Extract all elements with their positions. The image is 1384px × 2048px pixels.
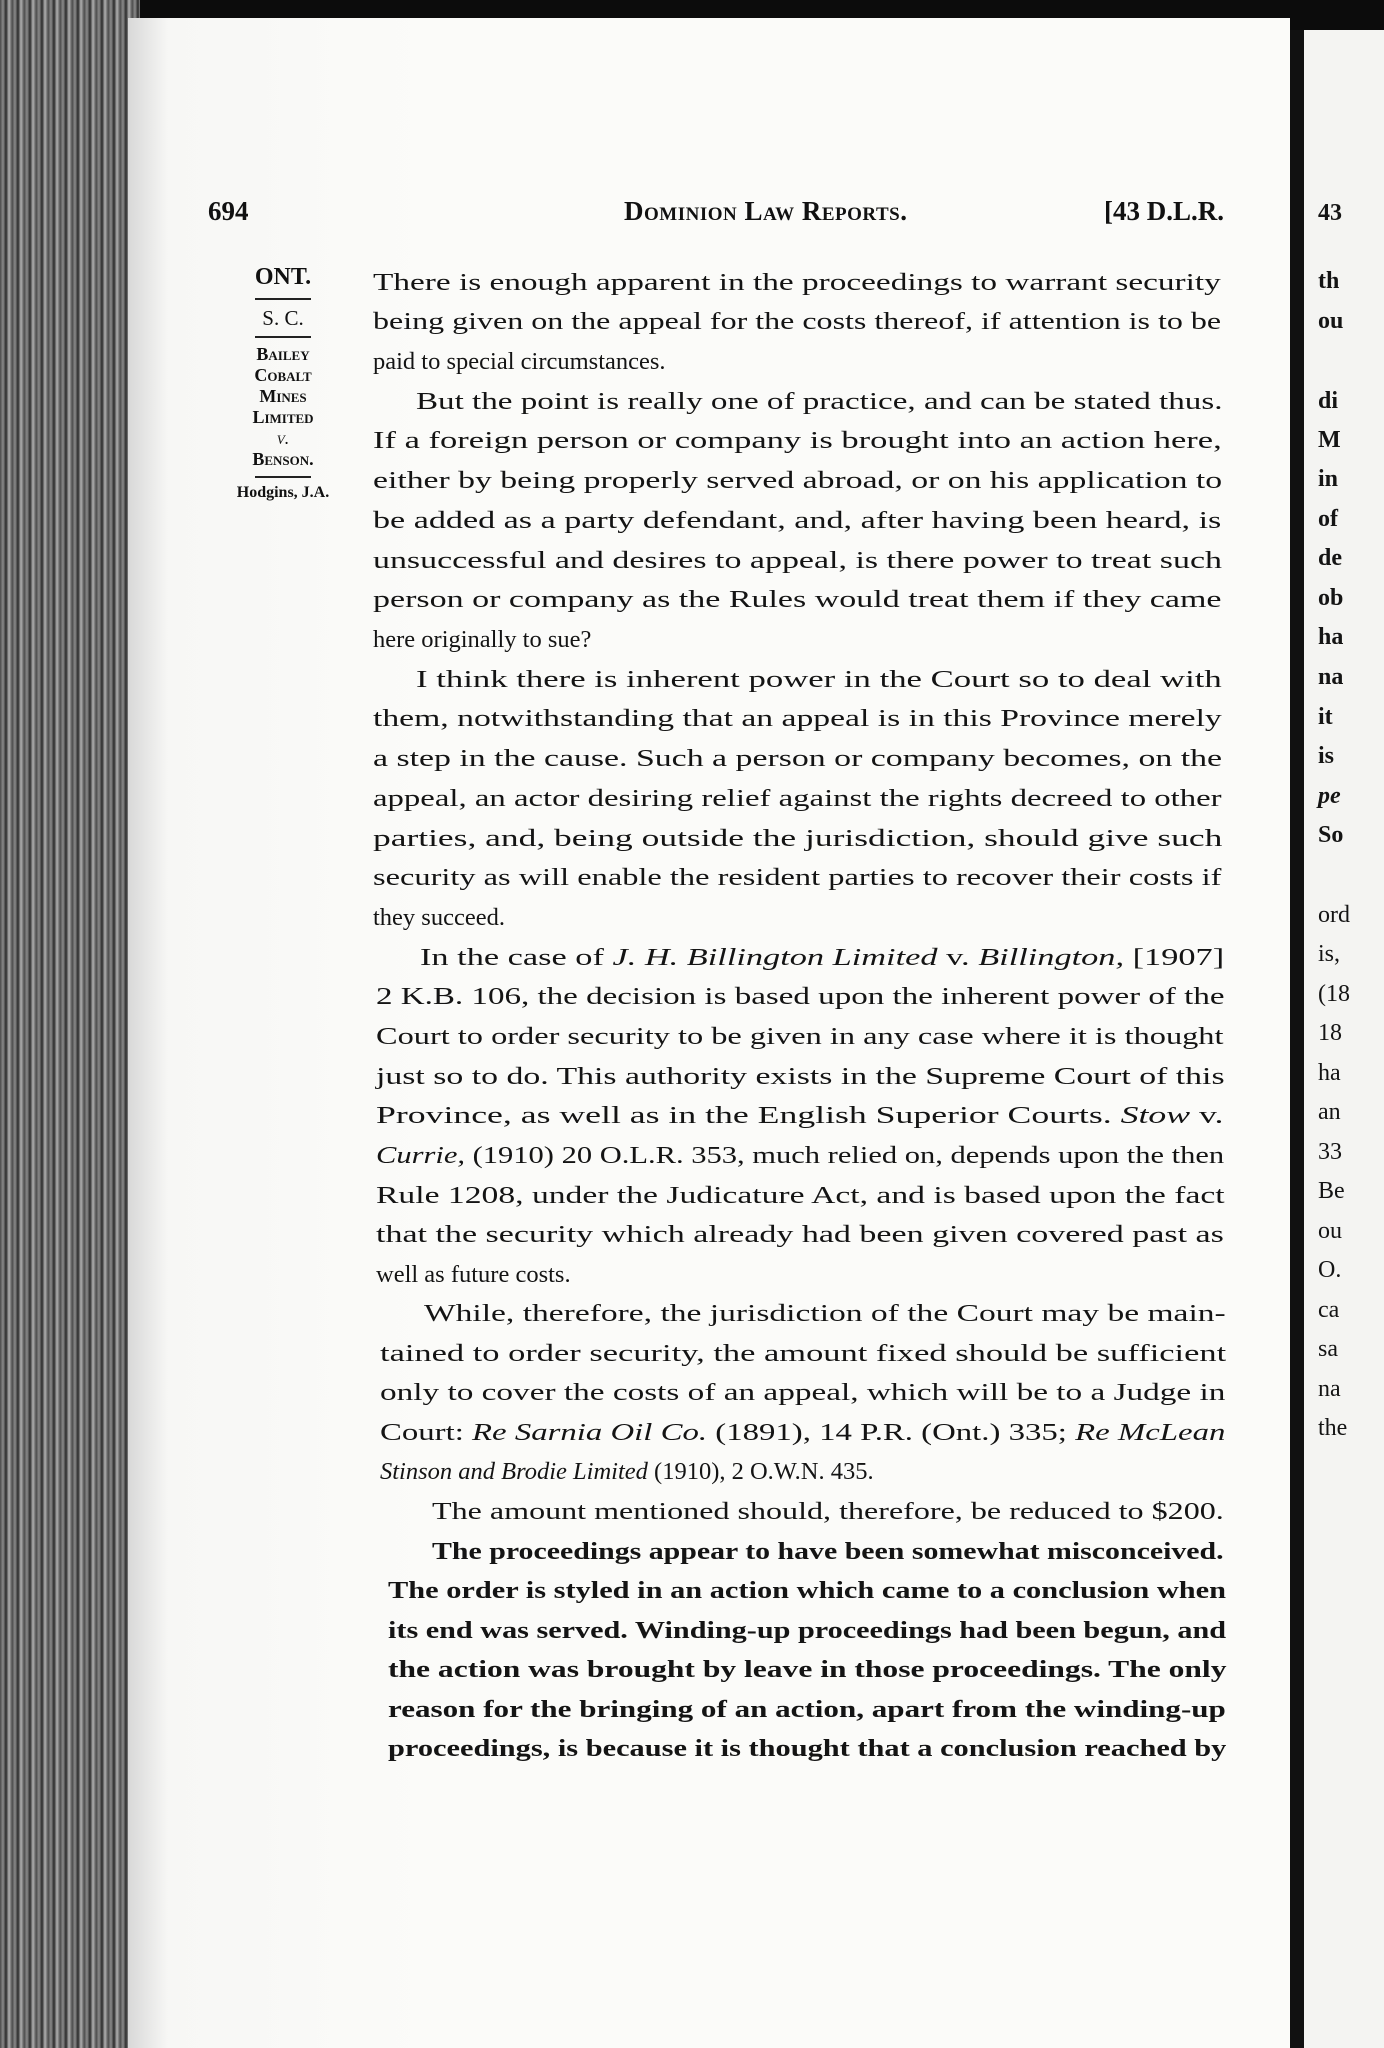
text-line: well as future costs. — [376, 1261, 571, 1288]
text-line — [380, 1418, 1225, 1448]
text-run: v. — [1190, 1102, 1224, 1129]
case-citation: J. H. Billington Limited — [612, 944, 938, 971]
margin-court-province: ONT. — [254, 264, 312, 290]
text-line: they succeed. — [373, 904, 505, 931]
facing-text: So — [1318, 822, 1344, 848]
text-run: (1910) 20 O.L.R. 353, much relied on, depends upon the then — [464, 1142, 1225, 1169]
margin-case-versus: v. — [276, 427, 290, 448]
text-line: be added as a party defendant, and, after having been heard, is — [373, 507, 1222, 534]
facing-text: 18 — [1318, 1020, 1342, 1046]
facing-text: ou — [1318, 308, 1344, 334]
text-line: Rule 1208, under the Judicature Act, and is based upon the fact — [376, 1182, 1225, 1209]
facing-text: de — [1318, 545, 1342, 571]
margin-case-line: Limited — [252, 406, 314, 427]
text-line: The proceedings appear to have been somewhat misconceived. — [432, 1538, 1224, 1565]
facing-text: in — [1318, 466, 1339, 492]
facing-text: it — [1318, 704, 1333, 730]
case-citation: Billington, — [978, 944, 1125, 971]
case-citation: Currie, — [376, 1142, 465, 1169]
margin-case-line: Cobalt — [254, 364, 312, 385]
text-run: v. — [937, 944, 979, 971]
text-line — [376, 1141, 1224, 1171]
margin-court: S. C. — [262, 305, 304, 330]
volume-reference: [43 D.L.R. — [1104, 196, 1224, 226]
text-line: While, therefore, the jurisdiction of the Court may be main- — [424, 1300, 1226, 1327]
text-line: But the point is really one of practice, and can be stated thus. — [416, 388, 1223, 415]
text-line: unsuccessful and desires to appeal, is there power to treat such — [373, 547, 1222, 574]
margin-case-line: Bailey — [256, 343, 310, 364]
facing-text: ca — [1318, 1297, 1340, 1323]
facing-text: th — [1318, 268, 1340, 294]
facing-text: 43 — [1318, 200, 1342, 226]
text-line: just so to do. This authority exists in the Supreme Court of this — [376, 1063, 1225, 1090]
text-line: The order is styled in an action which came to a conclusion when — [388, 1577, 1227, 1604]
text-line: only to cover the costs of an appeal, which will be to a Judge in — [380, 1379, 1226, 1406]
text-line: its end was served. Winding-up proceedings had been begun, and — [388, 1617, 1227, 1644]
case-citation: Re McLean — [1075, 1419, 1226, 1446]
facing-text: M — [1318, 427, 1341, 453]
text-line: parties, and, being outside the jurisdiction, should give such — [373, 825, 1223, 852]
text-line: There is enough apparent in the proceedings to warrant security — [373, 269, 1221, 296]
text-run: [1907] — [1124, 944, 1225, 971]
facing-text: Be — [1318, 1178, 1345, 1204]
margin-case-line: Mines — [259, 385, 307, 406]
case-citation: Stinson and Brodie Limited — [380, 1458, 648, 1485]
facing-text: of — [1318, 506, 1338, 532]
text-line: being given on the appeal for the costs thereof, if attention is to be — [373, 308, 1222, 335]
facing-text: sa — [1318, 1336, 1338, 1362]
text-line: Court to order security to be given in any case where it is thought — [376, 1023, 1224, 1050]
facing-text: ou — [1318, 1218, 1342, 1244]
text-line: I think there is inherent power in the Court so to deal with — [416, 666, 1222, 693]
facing-text: ob — [1318, 585, 1344, 611]
text-run: Province, as well as in the English Superior Courts. — [376, 1102, 1121, 1129]
text-line: a step in the cause. Such a person or company becomes, on the — [373, 745, 1223, 772]
text-run: (1891), 14 P.R. (Ont.) 335; — [707, 1419, 1076, 1446]
text-line — [380, 1457, 874, 1487]
facing-text: ha — [1318, 624, 1344, 650]
facing-text: is, — [1318, 941, 1341, 967]
text-line: tained to order security, the amount fixed should be sufficient — [380, 1340, 1227, 1367]
facing-text: ha — [1318, 1060, 1341, 1086]
text-line: 2 K.B. 106, the decision is based upon the inherent power of the — [376, 983, 1225, 1010]
facing-text: an — [1318, 1099, 1341, 1125]
text-line — [420, 943, 1224, 973]
text-line: that the security which already had been given covered past as — [376, 1221, 1224, 1248]
text-line: reason for the bringing of an action, apart from the winding-up — [388, 1696, 1226, 1723]
text-line — [376, 1101, 1223, 1131]
facing-text: na — [1318, 1376, 1341, 1402]
facing-text: O. — [1318, 1257, 1342, 1283]
facing-text: na — [1318, 664, 1344, 690]
facing-text: is — [1318, 743, 1335, 769]
case-citation: Re Sarnia Oil Co. — [472, 1419, 708, 1446]
facing-text: di — [1318, 388, 1339, 414]
margin-case-line: Benson. — [252, 448, 314, 469]
text-line: them, notwithstanding that an appeal is in this Province merely — [373, 705, 1222, 732]
margin-judge: Hodgins, J.A. — [236, 483, 330, 501]
running-title: Dominion Law Reports. — [624, 196, 908, 226]
facing-text: 33 — [1318, 1139, 1342, 1165]
text-line: here originally to sue? — [373, 626, 592, 653]
facing-text: pe — [1318, 783, 1341, 809]
text-line: proceedings, is because it is thought that a conclusion reached by — [388, 1735, 1227, 1762]
text-line: the action was brought by leave in those proceedings. The only — [388, 1656, 1227, 1683]
case-citation: Stow — [1120, 1102, 1191, 1129]
facing-page-fragment — [1304, 30, 1384, 2048]
page-number: 694 — [208, 196, 249, 226]
text-line: paid to special circumstances. — [373, 348, 666, 375]
text-run: Court: — [380, 1419, 473, 1446]
text-line: either by being properly served abroad, or on his application to — [373, 467, 1223, 494]
text-line: If a foreign person or company is brought into an action here, — [373, 427, 1222, 454]
text-line: The amount mentioned should, therefore, be reduced to $200. — [432, 1498, 1224, 1525]
facing-text: the — [1318, 1415, 1348, 1441]
text-run: In the case of — [420, 944, 613, 971]
facing-text: ord — [1318, 902, 1350, 928]
text-line: appeal, an actor desiring relief against the rights decreed to other — [373, 785, 1222, 812]
text-run: (1910), 2 O.W.N. 435. — [647, 1458, 874, 1485]
facing-text: (18 — [1318, 981, 1350, 1007]
text-line: person or company as the Rules would treat them if they came — [373, 586, 1222, 613]
text-line: security as will enable the resident parties to recover their costs if — [373, 864, 1222, 891]
